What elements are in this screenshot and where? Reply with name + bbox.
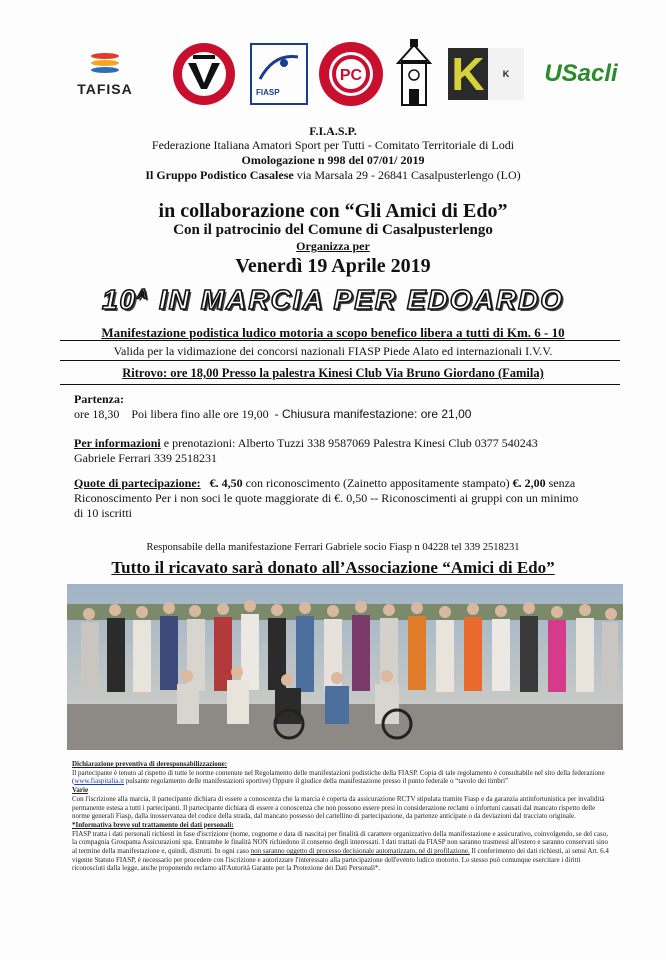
patrocinio-line: Con il patrocinio del Comune di Casalpusterlengo xyxy=(173,222,493,238)
quote-price-2: €. 2,00 xyxy=(512,476,546,490)
disclaimer-notes xyxy=(72,760,612,873)
info-line xyxy=(74,436,634,451)
org-acronym: F.I.A.S.P. xyxy=(309,124,357,138)
info-contacts: e prenotazioni: Alberto Tuzzi 338 9587069 Palestra Kinesi Club 0377 540243 xyxy=(160,436,538,450)
quote-text-2: senza xyxy=(545,476,576,490)
fiasp-runner-icon xyxy=(254,49,304,85)
disclaimer-paragraph-1: Il partecipante è tenuto al rispetto di tutte le norme contenute nel Regolamento delle manifestazioni podistiche della FIASP. Copia di tale regolamento è consultabile nel sito della federazione (www.fiaspitalia.it pulsante regolamento delle manifestazioni sportive) Oppure il giudice della manifestazione presso il punto federale o “tavolo dei timbri” xyxy=(72,768,605,786)
group-photo-image xyxy=(67,584,623,750)
divider xyxy=(60,360,620,361)
ivv-emblem-icon xyxy=(171,41,237,107)
k-small-label: K xyxy=(488,48,524,100)
quote-line-2: Riconoscimento Per i non soci le quote maggiorate di €. 0,50 -- Riconoscimenti ai gruppi con un minimo xyxy=(74,491,579,505)
quote-line-3: di 10 iscritti xyxy=(74,506,132,520)
gruppo-name: Il Gruppo Podistico Casalese xyxy=(145,168,294,182)
manifestazione-line: Manifestazione podistica ludico motoria a scopo benefico libera a tutti di Km. 6 - 10 xyxy=(101,325,565,340)
org-full-name: Federazione Italiana Amatori Sport per Tutti - Comitato Territoriale di Lodi xyxy=(151,138,515,152)
ritrovo-line: Ritrovo: ore 18,00 Presso la palestra Kinesi Club Via Bruno Giordano (Famila) xyxy=(122,366,544,380)
disclaimer-paragraph-2: Con l'iscrizione alla marcia, il partecipante dichiara di essere a conoscenza che la marcia è coperta da assicurazione RCTV stipulata tramite Fiasp e da garanzia antinfortunistica per invalidità permanente estesa a tutti i partecipanti. Il partecipante dichiara di essere a conoscenza che non possono essere presi in considerazione reclami o infortuni causati dal mancato rispetto delle norme generali Fiasp, dalla inosservanza del codice della strada, dal mancato possesso del cartellino di partecipazione, da partenze anticipate o da deviazioni dal tracciato originale. xyxy=(72,794,605,821)
kinesi-logo xyxy=(446,38,526,110)
ricavato-line: Tutto il ricavato sarà donato all’Associazione “Amici di Edo” xyxy=(111,558,555,577)
info-line-2: Gabriele Ferrari 339 2518231 xyxy=(74,451,217,465)
omologazione: Omologazione n 998 del 07/01/ 2019 xyxy=(241,153,425,167)
partenza-times xyxy=(74,407,634,422)
group-photo xyxy=(67,584,623,750)
event-title xyxy=(0,284,666,316)
info-label: Per informazioni xyxy=(74,436,161,450)
gruppo-line xyxy=(0,168,666,183)
valida-line: Valida per la vidimazione dei concorsi nazionali FIASP Piede Alato ed internazionali I.V.V. xyxy=(113,344,553,358)
fiasp-logo xyxy=(244,38,314,110)
quote-line xyxy=(74,476,634,491)
event-title-number: 10 xyxy=(101,284,138,315)
divider xyxy=(60,384,620,385)
quote-text-1: con riconoscimento (Zainetto appositamente stampato) xyxy=(242,476,513,490)
svg-text:PC: PC xyxy=(339,67,363,84)
disclaimer-heading-1: Dichiarazione preventiva di deresponsabilizzazione: xyxy=(72,760,228,768)
fiasp-logo-label: FIASP xyxy=(256,88,280,97)
partenza-label: Partenza: xyxy=(74,392,124,406)
quote-price-1: €. 4,50 xyxy=(209,476,243,490)
divider xyxy=(60,340,620,341)
organizza-per: Organizza per xyxy=(296,239,370,253)
disclaimer-heading-2: Varie xyxy=(72,786,89,795)
gp-casalese-logo xyxy=(314,38,388,110)
pc-emblem-icon xyxy=(317,40,385,108)
partenza-sep: - xyxy=(274,407,282,421)
collaboration-line: in collaborazione con “Gli Amici di Edo” xyxy=(158,200,508,222)
sponsor-logos xyxy=(60,38,620,110)
tower-logo xyxy=(386,38,442,110)
tafisa-swoosh-icon xyxy=(85,51,125,77)
partenza-ora: ore 18,30 xyxy=(74,407,120,421)
gruppo-address: via Marsala 29 - 26841 Casalpusterlengo (LO) xyxy=(296,168,521,182)
fiasp-website-link[interactable]: www.fiaspitalia.it xyxy=(74,777,125,786)
quote-label: Quote di partecipazione: xyxy=(74,476,201,490)
tower-icon xyxy=(388,39,440,109)
k-letter: K xyxy=(448,48,488,100)
tafisa-label: TAFISA xyxy=(77,81,133,97)
ivv-logo xyxy=(168,38,240,110)
event-date: Venerdì 19 Aprile 2019 xyxy=(235,255,431,277)
event-title-text: IN MARCIA PER EDOARDO xyxy=(149,284,565,315)
disclaimer-paragraph-3: FIASP tratta i dati personali richiesti in fase d'iscrizione (nome, cognome e data di nascita) per finalità di carattere organizzativo della manifestazione e assicurativo, coinvolgendo, se del caso, la compagnia Groupama Assicurazioni spa. Entrambe le finalità NON richiedono il consenso degli interessati. I dati trattati da FIASP non saranno trasmessi all'estero e saranno conservati sino al termine della manifestazione e, quindi, distrutti. In ogni caso non saranno oggetto di processo decisionale automatizzato, né di profilazione. Il conferimento dei dati richiesti, ai sensi Art. 6.4 vigente Statuto FIASP, è necessario per procedere con l'iscrizione e autorizzare l'interessato alla partecipazione dell'evento ludico motorio. Lo stesso può comunque esercitare i diritti riconosciuti dalla legge, anche proponendo reclamo all'Autorità Garante per la Protezione dei Dati Personali*. xyxy=(72,829,609,873)
partenza-poi: Poi libera fino alle ore 19,00 xyxy=(131,407,269,421)
responsabile-line: Responsabile della manifestazione Ferrari Gabriele socio Fiasp n 04228 tel 339 2518231 xyxy=(146,542,520,553)
partenza-chiusura: Chiusura manifestazione: ore 21,00 xyxy=(281,407,472,421)
usacli-logo: USacli xyxy=(544,60,618,87)
disclaimer-heading-3: *Informativa breve sul trattamento dei dati personali: xyxy=(72,820,234,829)
tafisa-logo xyxy=(60,38,150,110)
event-title-superscript: A xyxy=(137,285,150,302)
